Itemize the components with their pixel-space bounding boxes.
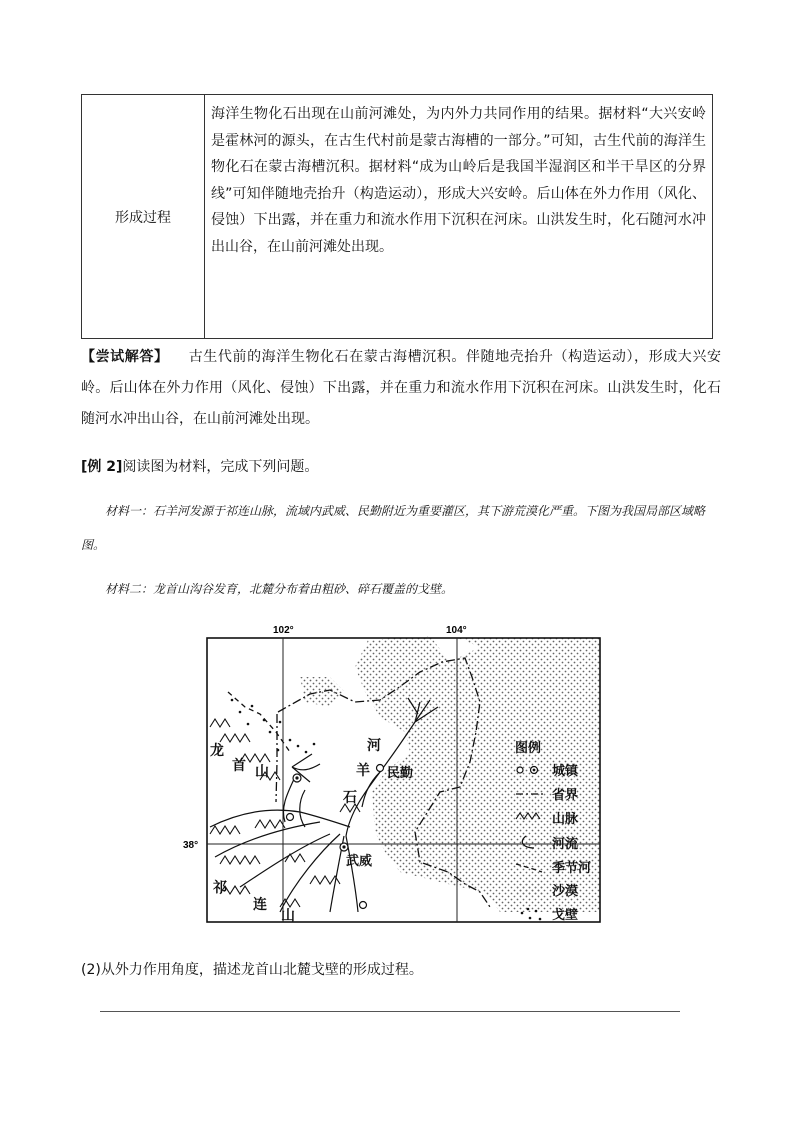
- table-label: 形成过程: [82, 95, 205, 338]
- answer-text: 古生代前的海洋生物化石在蒙古海槽沉积。伴随地壳抬升（构造运动），形成大兴安岭。后山体在外力作用（风化、侵蚀）下出露，并在重力和流水作用下沉积在河床。山洪发生时，化石随河水冲出山谷，在山前河滩处出现。: [81, 349, 721, 427]
- label-minqin: 民勤: [387, 766, 414, 781]
- example-text: 阅读图为材料，完成下列问题。: [122, 459, 319, 475]
- legend-boundary: 省界: [552, 788, 579, 803]
- table-content: 海洋生物化石出现在山前河滩处，为内外力共同作用的结果。据材料“大兴安岭是霍林河的源头，在古生代村前是蒙古海槽的一部分。”可知，古生代前的海洋生物化石在蒙古海槽沉积。据材料“成为山岭后是我国半湿润区和半干旱区的分界线”可知伴随地壳抬升（构造运动），形成大兴安岭。后山体在外力作用（风化、侵蚀）下出露，并在重力和流水作用下沉积在河床。山洪发生时，化石随河水冲出山谷，在山前河滩处出现。: [211, 106, 706, 255]
- answer-paragraph: [81, 342, 721, 435]
- legend-town: 城镇: [552, 764, 579, 779]
- gobi-area: [231, 699, 316, 754]
- label-shi: 石: [343, 790, 357, 806]
- legend-mountain: 山脉: [552, 812, 579, 827]
- info-table: [81, 94, 713, 339]
- lon-label-102: 102°: [273, 625, 294, 636]
- lat-label-38: 38°: [183, 840, 199, 851]
- label-shan-1: 山: [255, 764, 269, 780]
- material-two: 材料二：龙首山沟谷发育，北麓分布着由粗砂、碎石覆盖的戈壁。: [105, 582, 454, 596]
- province-boundary-west: [276, 714, 277, 802]
- desert-area-patch: [300, 677, 345, 707]
- lon-label-104: 104°: [446, 625, 467, 636]
- qilian-mountains: [210, 804, 360, 907]
- legend-desert: 沙漠: [552, 884, 579, 899]
- question-text: (2)从外力作用角度，描述龙首山北麓戈壁的形成过程。: [81, 962, 423, 978]
- legend-gobi: 戈壁: [552, 908, 579, 923]
- label-qi: 祁: [213, 880, 227, 896]
- label-wuwei: 武威: [346, 854, 373, 869]
- example-tag: [例 2]: [81, 459, 123, 475]
- legend-seasonal-river: 季节河: [552, 861, 592, 876]
- label-shan-2: 山: [281, 908, 295, 924]
- label-long: 龙: [210, 743, 224, 759]
- legend-title: 图例: [515, 741, 542, 756]
- label-yang: 羊: [356, 763, 370, 779]
- material-one: 材料一：石羊河发源于祁连山脉，流域内武威、民勤附近为重要灌区，其下游荒漠化严重。下图为我国局部区域略图。: [81, 504, 706, 552]
- label-lian: 连: [253, 897, 267, 913]
- example-heading: [81, 452, 721, 483]
- label-he: 河: [367, 738, 381, 754]
- answer-line: [100, 1011, 680, 1012]
- region-map: [180, 622, 620, 927]
- legend-river: 河流: [552, 837, 579, 852]
- answer-tag: 【尝试解答】: [81, 349, 169, 365]
- label-shou: 首: [232, 758, 246, 774]
